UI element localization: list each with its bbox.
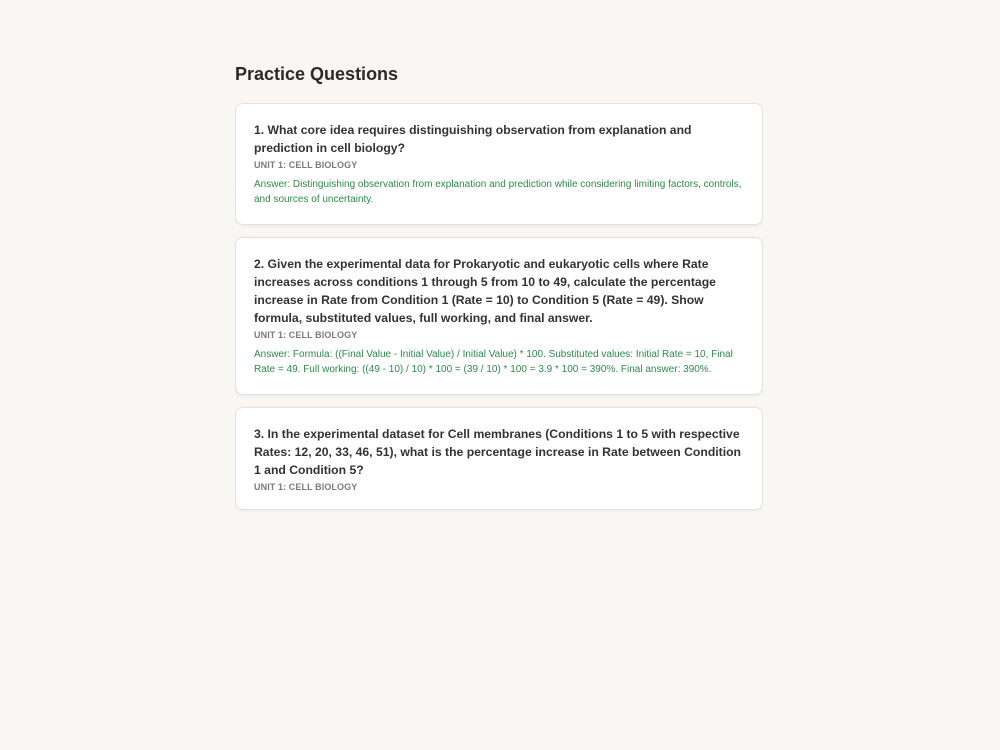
question-card-3 <box>235 407 763 510</box>
answer-text: Answer: Formula: ((Final Value - Initial Value) / Initial Value) * 100. Substituted values: Initial Rate = 10, Final Rate = 49. Full working: ((49 - 10) / 10) * 100 = (39 / 10) * 100 = 3.9 * 100 = 390%. Final answer: 390%. <box>254 349 733 375</box>
question-card-2 <box>235 237 763 395</box>
unit-label: UNIT 1: CELL BIOLOGY <box>254 330 358 340</box>
unit-label: UNIT 1: CELL BIOLOGY <box>254 160 358 170</box>
practice-page <box>235 60 763 516</box>
question-text: 1. What core idea requires distinguishing observation from explanation and prediction in cell biology? <box>254 123 692 155</box>
answer-text: Answer: Distinguishing observation from explanation and prediction while considering limiting factors, controls, and sources of uncertainty. <box>254 179 742 205</box>
question-list[interactable] <box>235 103 763 516</box>
question-text: 2. Given the experimental data for Prokaryotic and eukaryotic cells where Rate increases across conditions 1 through 5 from 10 to 49, calculate the percentage increase in Rate from Condition 1 (Rate = 10) to Condition 5 (Rate = 49). Show formula, substituted values, full working, and final answer. <box>254 257 716 325</box>
unit-label: UNIT 1: CELL BIOLOGY <box>254 482 358 492</box>
question-text: 3. In the experimental dataset for Cell membranes (Conditions 1 to 5 with respective Rates: 12, 20, 33, 46, 51), what is the percentage increase in Rate between Condition 1 and Condition 5? <box>254 427 741 477</box>
page-title: Practice Questions <box>235 64 399 84</box>
question-card-1 <box>235 103 763 225</box>
